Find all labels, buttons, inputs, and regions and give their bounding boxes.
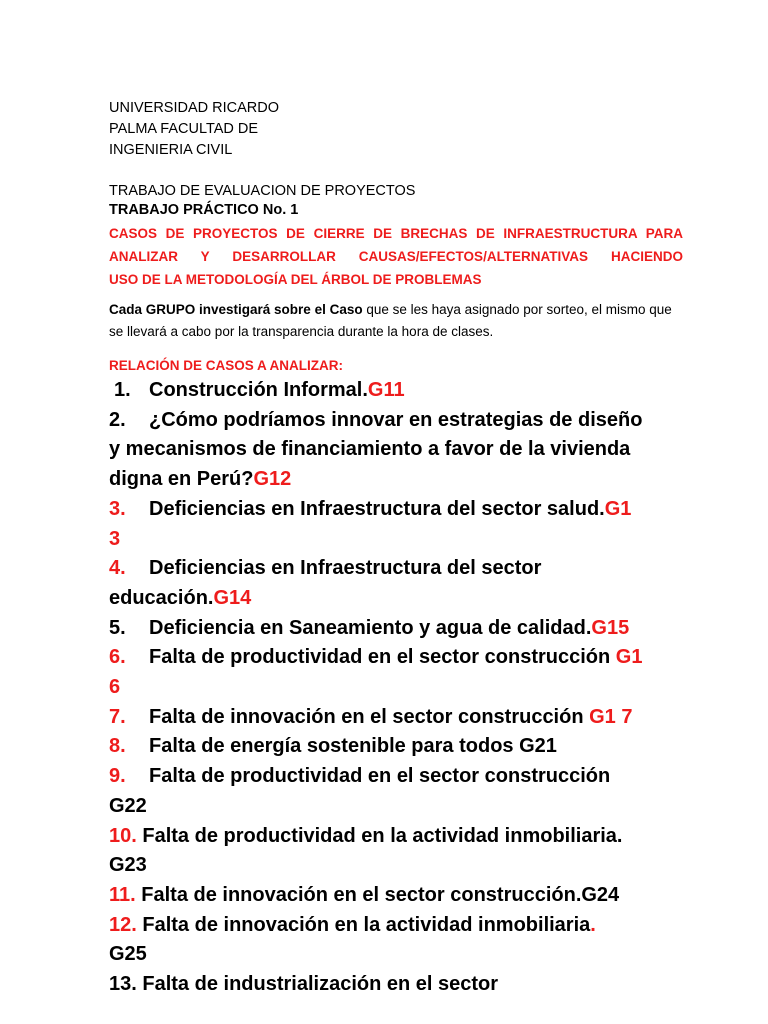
case-number: 1.	[114, 379, 131, 401]
subtitle	[109, 222, 683, 291]
case-group: G14	[213, 586, 252, 609]
header-line-2: PALMA FACULTAD DE	[109, 121, 259, 137]
case-text: Falta de innovación en el sector construcción.G24	[141, 883, 620, 906]
list-item	[109, 911, 719, 970]
case-text: Falta de innovación en la actividad inmobiliaria	[142, 913, 591, 936]
case-number: 5.	[109, 616, 126, 639]
list-item	[109, 376, 719, 406]
case-text: Deficiencias en Infraestructura del sector	[149, 557, 542, 580]
case-group-cont: 3	[109, 527, 121, 550]
list-item	[109, 554, 719, 613]
intro-paragraph	[109, 299, 683, 343]
list-item	[109, 762, 719, 821]
subtitle-line-1: CASOS DE PROYECTOS DE CIERRE DE BRECHAS DE INFRAESTRUCTURA PARA	[109, 226, 683, 241]
list-item	[109, 495, 719, 554]
case-group: G11	[367, 379, 405, 401]
case-group-cont: 6	[109, 676, 121, 699]
case-group: G23	[109, 854, 147, 877]
case-text: Falta de productividad en la actividad inmobiliaria.	[142, 824, 623, 847]
list-item	[109, 703, 719, 733]
list-item	[109, 406, 719, 495]
case-number: 7.	[109, 705, 126, 728]
list-item	[109, 614, 719, 644]
case-group: G22	[109, 794, 147, 817]
case-number: 4.	[109, 557, 126, 580]
case-punct: .	[590, 913, 596, 936]
list-item	[109, 822, 719, 881]
case-number: 6.	[109, 646, 126, 669]
case-group: G1 7	[589, 705, 633, 728]
list-item	[109, 970, 719, 1000]
case-number: 11.	[109, 883, 136, 906]
case-number: 13.	[109, 973, 137, 996]
subtitle-line-3: USO DE LA METODOLOGÍA DEL ÁRBOL DE PROBLEMAS	[109, 272, 482, 287]
list-item	[109, 881, 719, 911]
case-text: Construcción Informal.	[149, 379, 368, 401]
subtitle-line-2: ANALIZAR Y DESARROLLAR CAUSAS/EFECTOS/ALTERNATIVAS HACIENDO	[109, 249, 683, 264]
case-group: G1	[604, 497, 632, 520]
case-text: Falta de productividad en el sector construcción	[149, 646, 616, 669]
university-header	[109, 98, 279, 161]
cases-list	[109, 376, 719, 1000]
case-number: 2.	[109, 408, 126, 431]
case-text-line3: digna en Perú?	[109, 468, 254, 491]
case-text: Falta de industrialización en el sector	[142, 973, 499, 996]
case-text: Deficiencia en Saneamiento y agua de calidad.	[149, 616, 592, 639]
case-group: G25	[109, 943, 147, 966]
relation-title: RELACIÓN DE CASOS A ANALIZAR:	[109, 358, 343, 373]
case-number: 12.	[109, 913, 137, 936]
case-text: Falta de productividad en el sector construcción	[149, 765, 611, 788]
course-block	[109, 182, 415, 220]
case-text-line2: y mecanismos de financiamiento a favor de la vivienda	[109, 438, 631, 461]
case-group: G12	[253, 468, 292, 491]
case-group: G1	[615, 646, 643, 669]
intro-bold: Cada GRUPO investigará sobre el Caso	[109, 302, 363, 317]
case-group: G15	[591, 616, 630, 639]
case-text: ¿Cómo podríamos innovar en estrategias de diseño	[149, 408, 643, 431]
intro-rest: que se les haya asignado por sorteo, el mismo que se llevará a cabo por la transparencia durante la hora de clases.	[109, 302, 672, 339]
case-number: 8.	[109, 735, 126, 758]
list-item	[109, 643, 719, 702]
case-number: 3.	[109, 497, 126, 520]
practice-title: TRABAJO PRÁCTICO No. 1	[109, 202, 299, 218]
case-number: 9.	[109, 765, 126, 788]
header-line-3: INGENIERIA CIVIL	[109, 142, 233, 158]
list-item	[109, 732, 719, 762]
case-text: Falta de energía sostenible para todos G21	[149, 735, 557, 758]
case-text-line2: educación.	[109, 586, 214, 609]
case-text: Deficiencias en Infraestructura del sector salud.	[149, 497, 605, 520]
case-text: Falta de innovación en el sector construcción	[149, 705, 590, 728]
case-number: 10.	[109, 824, 137, 847]
course-title: TRABAJO DE EVALUACION DE PROYECTOS	[109, 183, 416, 199]
header-line-1: UNIVERSIDAD RICARDO	[109, 100, 279, 116]
